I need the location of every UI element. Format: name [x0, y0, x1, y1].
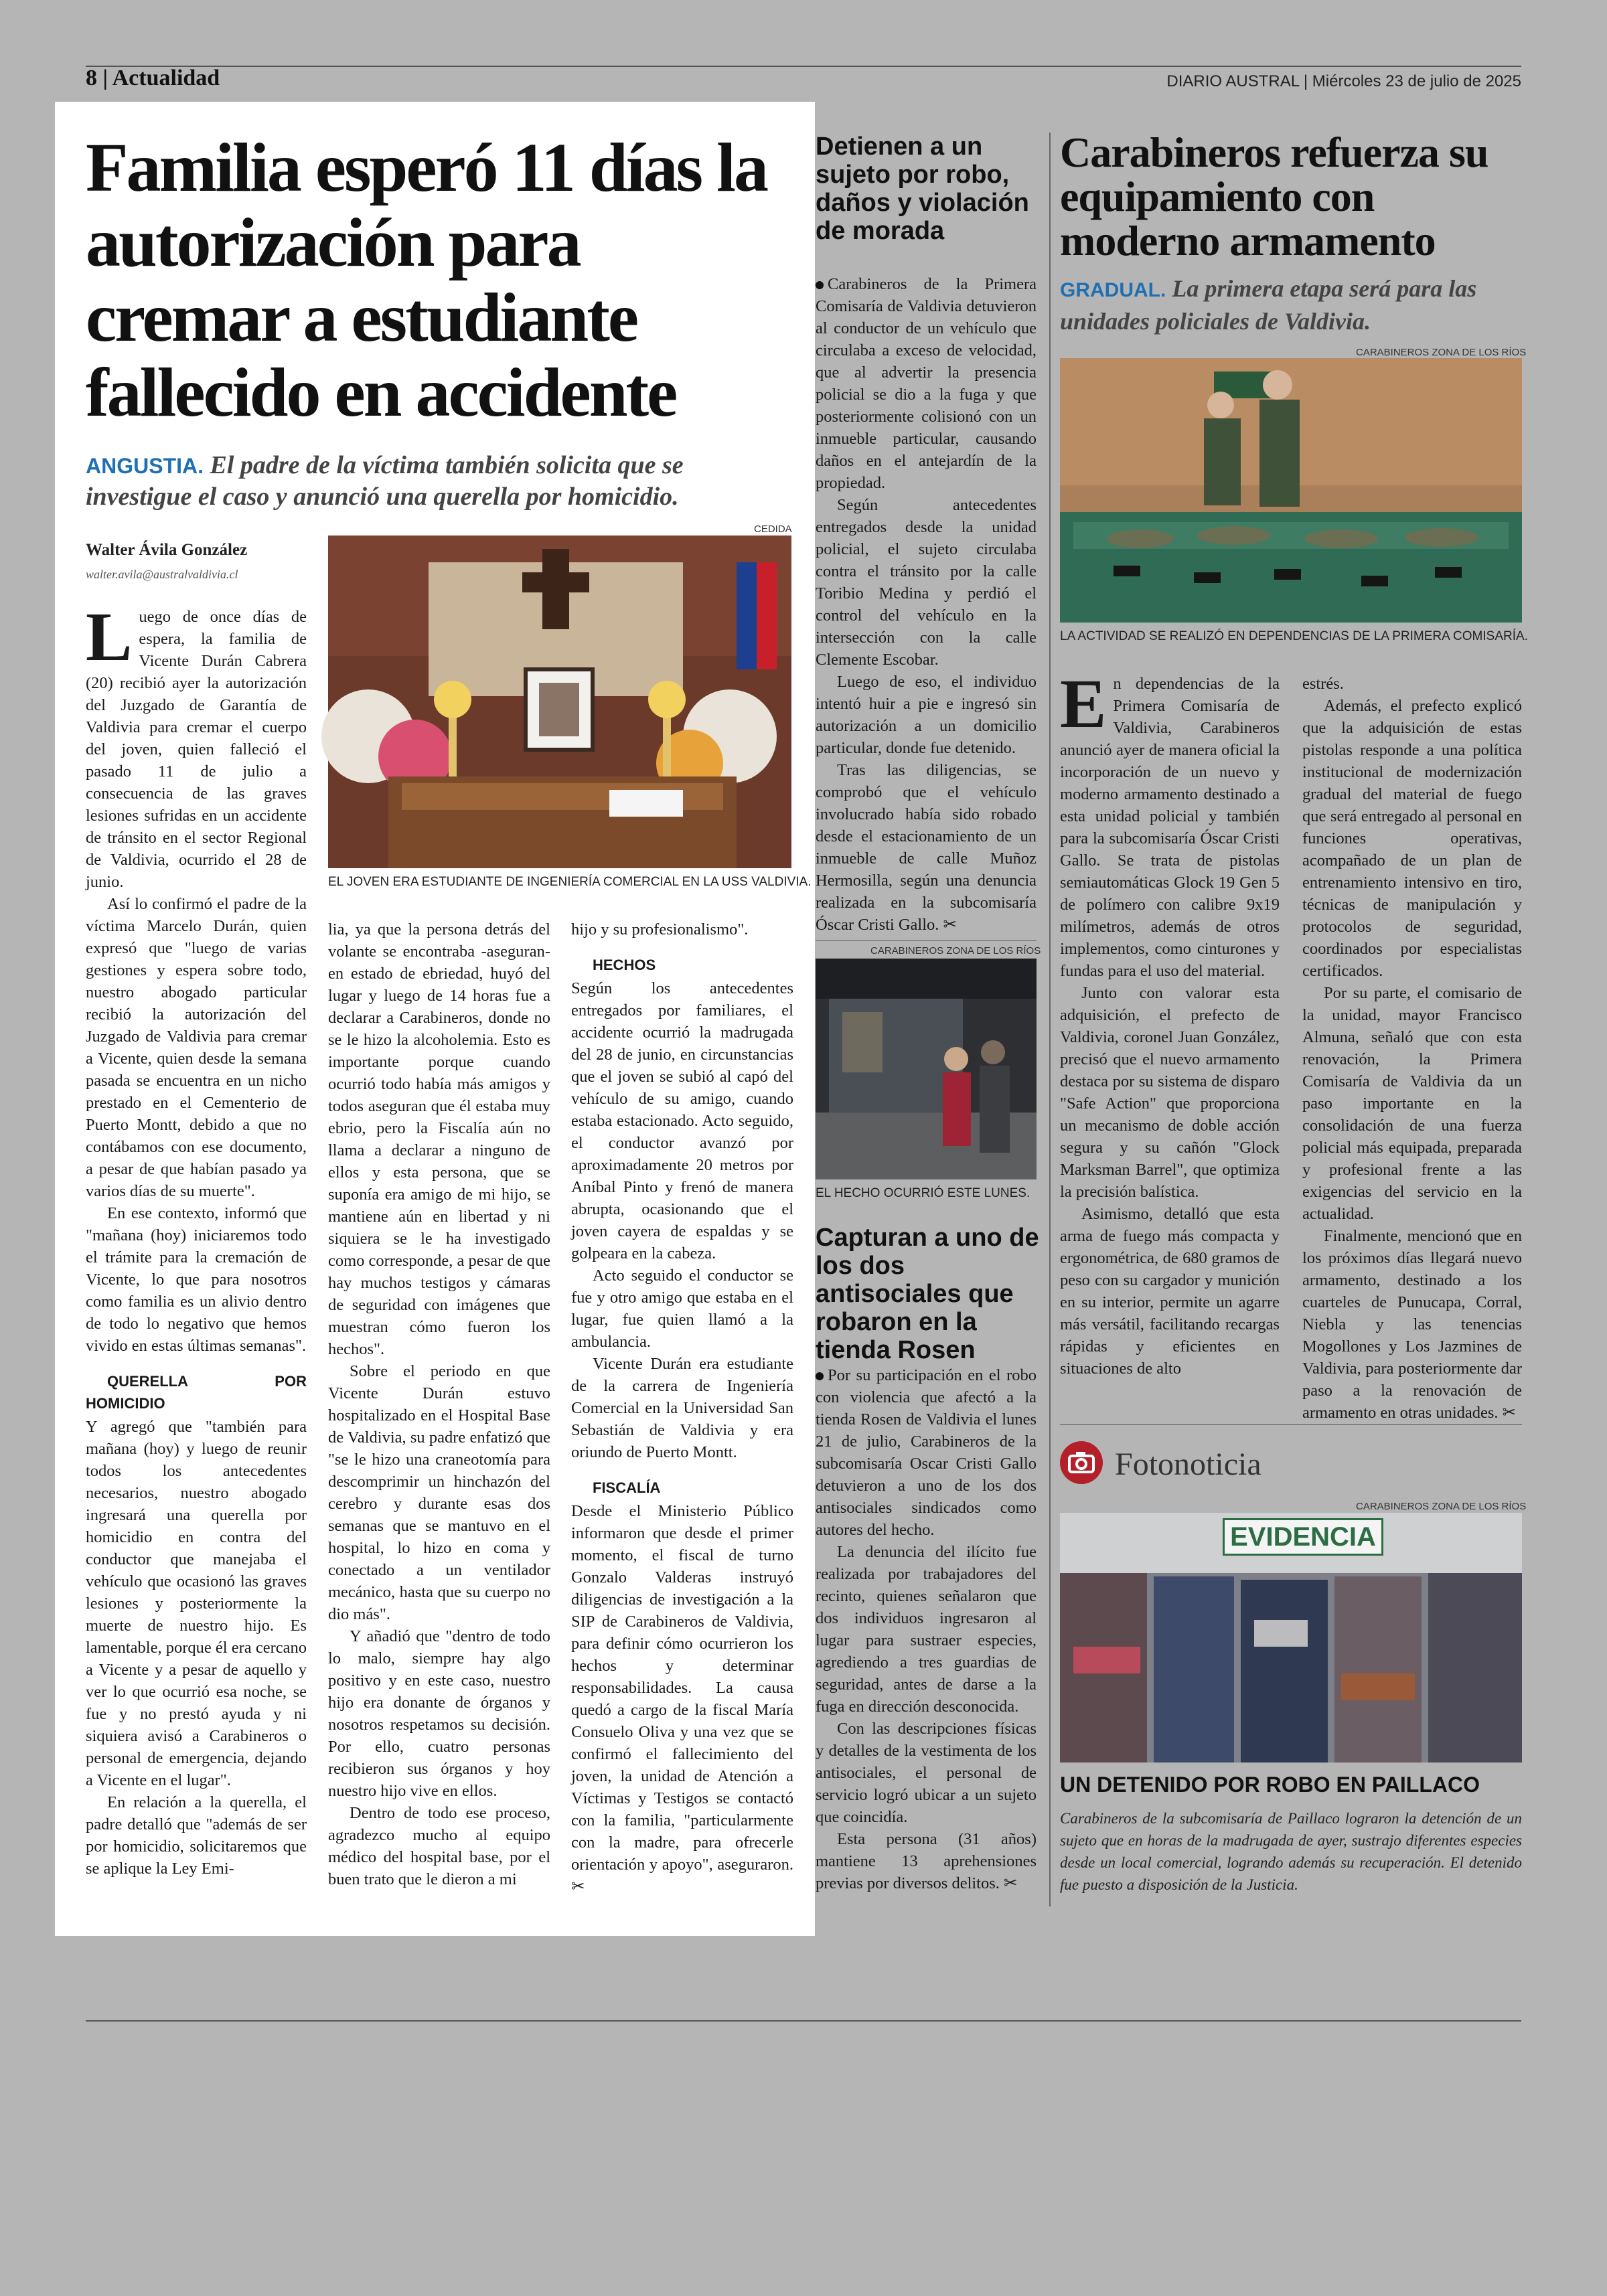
main-deck-text: El padre de la víctima también solicita que se investigue el caso y anunció una querella por homicidio.	[86, 451, 684, 511]
bottom-rule	[86, 2020, 1521, 2022]
brief-divider	[816, 940, 1037, 941]
main-paragraph: hijo y su profesionalismo".	[571, 920, 749, 938]
brief2-paragraph: La denuncia del ilícito fue realizada por trabajadores del recinto, quienes señalaron que dos individuos ingresaron al lugar para sustraer especies, agrediendo a tres guardias de seguridad, antes de darse a la fuga en dirección desconocida.	[816, 1543, 1037, 1716]
main-paragraph: lia, ya que la persona detrás del volante se encontraba -aseguran- en estado de ebriedad, huyó del lugar y luego de 14 horas fue a declarar a Carabineros, donde no se le hizo la alcoholemia. Esto es importante porque cuando ocurrió todo había más amigos y todos aseguran que él estaba muy ebrio, pero la Fiscalía aún no llama a declarar a ninguno de ellos y esta persona, que se suponía era amigo de mi hijo, se mantiene aún en libertad y ni siquiera se le ha investigado como corresponde, a pesar de que hay muchos testigos y cámaras de seguridad con imágenes que muestran cómo fueron los hechos".	[328, 920, 550, 1358]
right-headline: Carabineros refuerza su equipamiento con moderno armamento	[1060, 129, 1488, 264]
fotonoticia-divider	[1060, 1424, 1522, 1425]
main-kicker: ANGUSTIA.	[86, 454, 204, 478]
right-photo-credit: CARABINEROS ZONA DE LOS RÍOS	[1356, 347, 1527, 358]
main-paragraph: Así lo confirmó el padre de la víctima Marcelo Durán, quien expresó que "luego de varias gestiones y espera sobre todo, nuestro abogado particular recibió la autorización del Juzgado de Valdivia para cremar a Vicente, quien desde la semana pasada se encuentra en un nicho prestado en el Cementerio de Puerto Montt, debido a que no contábamos con ese documento, a pesar de que habían pasado ya varios días de su muerte".	[86, 895, 307, 1200]
right-paragraph: Junto con valorar esta adquisición, el prefecto de Valdivia, coronel Juan González, precisó que el nuevo armamento destaca por su sistema de disparo "Safe Action" que proporciona un mecanismo de doble acción segura y su cañón "Glock Marksman Barrel", que optimiza la precisión balística.	[1060, 984, 1280, 1201]
publication-date: Miércoles 23 de julio de 2025	[1312, 72, 1521, 90]
subhead-fiscalia: FISCALÍA	[593, 1479, 661, 1496]
author-email[interactable]: walter.avila@australvaldivia.cl	[86, 568, 238, 581]
main-column-1	[86, 598, 307, 1904]
main-paragraph: En ese contexto, informó que "mañana (hoy) iniciaremos todo el trámite para la cremación de Vicente, lo que para nosotros como familia es un alivio dentro de todo lo negativo que hemos vivido en estas últimas semanas".	[86, 1204, 307, 1355]
main-dropcap: L	[86, 598, 133, 675]
right-deck-text: La primera etapa será para las unidades policiales de Valdivia.	[1060, 275, 1477, 335]
main-paragraph: Sobre el periodo en que Vicente Durán estuvo hospitalizado en el Hospital Base de Valdivia, su padre enfatizó que "se le hizo una craneotomía para descomprimir un hinchazón del cerebro y durante esas dos semanas que se mantuvo en el hospital, lo hizo en coma y conectado a un ventilador mecánico, hasta que su cuerpo no dio más".	[328, 1362, 550, 1623]
evidence-sign: EVIDENCIA	[1223, 1518, 1383, 1556]
fotonoticia-headline: UN DETENIDO POR ROBO EN PAILLACO	[1060, 1773, 1480, 1797]
main-paragraph: Según los antecedentes entregados por familiares, el accidente ocurrió la madrugada del 28 de junio, en circunstancias que el joven se subió al capó del vehículo de su amigo, cuando estaba estacionado. Acto seguido, el conductor avanzó por aproximadamente 20 metros por Aníbal Pinto y frenó de manera abrupta, ocasionando que el joven cayera de espaldas y se golpeara en la cabeza.	[571, 979, 793, 1262]
main-deck	[86, 450, 795, 512]
brief2-headline: Capturan a uno de los dos antisociales que robaron en la tienda Rosen	[816, 1224, 1039, 1364]
bullet-icon	[816, 281, 824, 289]
brief1-paragraph: Según antecedentes entregados desde la unidad policial, el sujeto circulaba contra el tránsito por la calle Toribio Medina y perdió el control del vehículo en la intersección con la calle Clemente Escobar.	[816, 496, 1037, 669]
brief1-paragraph: Tras las diligencias, se comprobó que el vehículo involucrado había sido robado desde el estacionamiento de un inmueble de calle Muñoz Hermosilla, según una denuncia realizada en la subcomisaría Óscar Cristi Gallo. ✂	[816, 761, 1037, 934]
main-photo	[328, 536, 791, 868]
brief2-body	[816, 1364, 1037, 1908]
right-kicker: GRADUAL.	[1060, 279, 1166, 301]
brief2-photo-credit: CARABINEROS ZONA DE LOS RÍOS	[870, 945, 1041, 957]
right-paragraph: Por su parte, el comisario de la unidad, mayor Francisco Almuna, señaló que con esta renovación, la Primera Comisaría de Valdivia da un paso importante en la consolidación de una fuerza policial más equipada, preparada y profesional frente a las exigencias del servicio en la actualidad.	[1302, 984, 1522, 1223]
main-paragraph: Vicente Durán era estudiante de la carrera de Ingeniería Comercial en la Universidad San Sebastián de Valdivia y era oriundo de Puerto Montt.	[571, 1355, 793, 1461]
brief2-photo-caption: EL HECHO OCURRIÓ ESTE LUNES.	[816, 1186, 1030, 1200]
right-paragraph: Asimismo, detalló que esta arma de fuego más compacta y ergonométrica, de 680 gramos de peso con su cargador y munición en su interior, permite un agarre más versátil, facilitando recargas rápidas y eficientes en situaciones de alto	[1060, 1205, 1280, 1378]
fotonoticia-photo-credit: CARABINEROS ZONA DE LOS RÍOS	[1356, 1501, 1527, 1512]
byline: Walter Ávila González	[86, 541, 248, 559]
main-paragraph: Acto seguido el conductor se fue y otro amigo que estaba en el lugar, fue quien llamó a la ambulancia.	[571, 1266, 793, 1351]
right-column-1	[1060, 665, 1280, 1412]
main-column-3	[571, 918, 793, 1906]
right-column-2	[1302, 673, 1522, 1422]
brief1-paragraph: Carabineros de la Primera Comisaría de Valdivia detuvieron al conductor de un vehículo que circulaba a exceso de velocidad, que al advertir la presencia policial se dio a la fuga y que posteriormente colisionó con un inmueble particular, causando daños en el antejardín de la propiedad.	[816, 275, 1037, 492]
right-dropcap: E	[1060, 665, 1107, 742]
brief2-paragraph: Esta persona (31 años) mantiene 13 aprehensiones previas por diversos delitos. ✂	[816, 1830, 1037, 1892]
newspaper-name: DIARIO AUSTRAL	[1166, 72, 1300, 90]
brief2-paragraph: Por su participación en el robo con violencia que afectó a la tienda Rosen de Valdivia el lunes 21 de julio, Carabineros de la subcomisaría Oscar Cristi Gallo detuvieron a uno de los dos antisociales sindicados como autores del hecho.	[816, 1366, 1037, 1539]
brief1-body	[816, 273, 1037, 932]
subhead-hechos: HECHOS	[593, 957, 656, 973]
main-paragraph: Y añadió que "dentro de todo lo malo, siempre hay algo positivo y en este caso, nuestro hijo era donante de órganos y nosotros respetamos su decisión. Por ello, cuatro personas recibieron sus órganos y hoy nuestro hijo vive en ellos.	[328, 1627, 550, 1800]
brief1-paragraph: Luego de eso, el individuo intentó huir a pie e ingresó sin autorización a un domicilio particular, donde fue detenido.	[816, 673, 1037, 757]
main-paragraph: En relación a la querella, el padre detalló que "además de ser por homicidio, solicitaremos que se aplique la Ley Emi-	[86, 1793, 307, 1878]
top-rule	[86, 66, 1521, 67]
brief2-photo	[816, 959, 1037, 1179]
column-divider	[1049, 133, 1051, 1906]
right-paragraph: n dependencias de la Primera Comisaría de Valdivia, Carabineros anunció ayer de manera oficial la incorporación de un nuevo y moderno armamento destinado a esta unidad policial y también para la subcomisaría Óscar Cristi Gallo. Se trata de pistolas semiautomáticas Glock 19 Gen 5 de polímero con calibre 9x19 milímetros, además de otros implementos, como cinturones y fundas para el uso del material.	[1060, 675, 1280, 980]
page-header-left: 8 | Actualidad	[86, 66, 220, 90]
fotonoticia-text: Carabineros de la subcomisaría de Paillaco lograron la detención de un sujeto que en horas de la madrugada de ayer, sustrajo diferentes especies desde un local comercial, logrando además su recuperación. El detenido fue puesto a disposición de la Justicia.	[1060, 1810, 1522, 1893]
subhead-querella: QUERELLA POR HOMICIDIO	[86, 1373, 307, 1412]
police-equipment-photo	[1060, 358, 1522, 623]
main-column-2	[328, 918, 550, 1906]
page-number: 8	[86, 66, 97, 90]
bullet-icon	[816, 1372, 824, 1380]
main-headline: Familia esperó 11 días la autorización para cremar a estudiante fallecido en accidente	[86, 129, 767, 431]
main-photo-caption: EL JOVEN ERA ESTUDIANTE DE INGENIERÍA COMERCIAL EN LA USS VALDIVIA.	[328, 875, 812, 889]
section-name: Actualidad	[112, 66, 220, 90]
brief1-headline: Detienen a un sujeto por robo, daños y violación de morada	[816, 133, 1029, 245]
night-scene-photo	[816, 959, 1037, 1179]
right-photo	[1060, 358, 1522, 623]
main-paragraph: Dentro de todo ese proceso, agradezco mucho al equipo médico del hospital base, por el buen trato que le dieron a mi	[328, 1804, 550, 1888]
fotonoticia-label: Fotonoticia	[1115, 1447, 1261, 1482]
right-deck	[1060, 273, 1529, 337]
camera-icon	[1060, 1441, 1103, 1484]
right-paragraph: Además, el prefecto explicó que la adquisición de estas pistolas responde a una política institucional de modernización gradual del material de fuego que será entregado al personal en funciones operativas, acompañado de un plan de entrenamiento intensivo en tiro, técnicas de manipulación y protocolos de seguridad, coordinados por especialistas certificados.	[1302, 697, 1522, 980]
main-photo-credit: CEDIDA	[754, 523, 792, 535]
page-header-right: DIARIO AUSTRAL | Miércoles 23 de julio de 2025	[1166, 72, 1521, 90]
right-paragraph: estrés.	[1302, 675, 1344, 693]
funeral-altar-photo	[328, 536, 791, 868]
main-paragraph: Desde el Ministerio Público informaron que desde el primer momento, el fiscal de turno Gonzalo Valderas instruyó diligencias de investigación a la SIP de Carabineros de Valdivia, para definir cómo ocurrieron los hechos y determinar responsabilidades. La causa quedó a cargo de la fiscal María Consuelo Oliva y una vez que se confirmó el fallecimiento del joven, la unidad de Atención a Víctimas y Testigos se contactó con la familia, "particularmente con la madre, para ofrecerle orientación y apoyo", aseguraron. ✂	[571, 1502, 793, 1896]
main-paragraph: Y agregó que "también para mañana (hoy) y luego de reunir todos los antecedentes necesarios, nuestro abogado ingresará una querella por homicidio en contra del conductor que manejaba el vehículo que ocasionó las graves lesiones y posteriormente la muerte de nuestro hijo. Es lamentable, porque él era cercano a Vicente y a pesar de aquello y ver lo que ocurrió esa noche, se fue y no prestó ayuda y ni siquiera avisó a Carabineros o personal de emergencia, dejando a Vicente en el lugar".	[86, 1418, 307, 1789]
right-paragraph: Finalmente, mencionó que en los próximos días llegará nuevo armamento, destinado a los cuarteles de Punucapa, Corral, Niebla y las tenencias Mogollones y Los Jazmines de Valdivia, para posteriormente dar paso a la renovación de armamento en otras unidades. ✂	[1302, 1227, 1522, 1422]
brief2-paragraph: Con las descripciones físicas y detalles de la vestimenta de los antisociales, el personal de servicio logró ubicar a un sujeto que coincidía.	[816, 1720, 1037, 1826]
main-paragraph: uego de once días de espera, la familia de Vicente Durán Cabrera (20) recibió ayer la autorización del Juzgado de Garantía de Valdivia para cremar el cuerpo del joven, quien falleció el pasado 11 de julio a consecuencia de las graves lesiones sufridas en un accidente de tránsito en el sector Regional de Valdivia, ocurrido el 28 de junio.	[86, 608, 307, 891]
right-photo-caption: LA ACTIVIDAD SE REALIZÓ EN DEPENDENCIAS DE LA PRIMERA COMISARÍA.	[1060, 629, 1528, 643]
